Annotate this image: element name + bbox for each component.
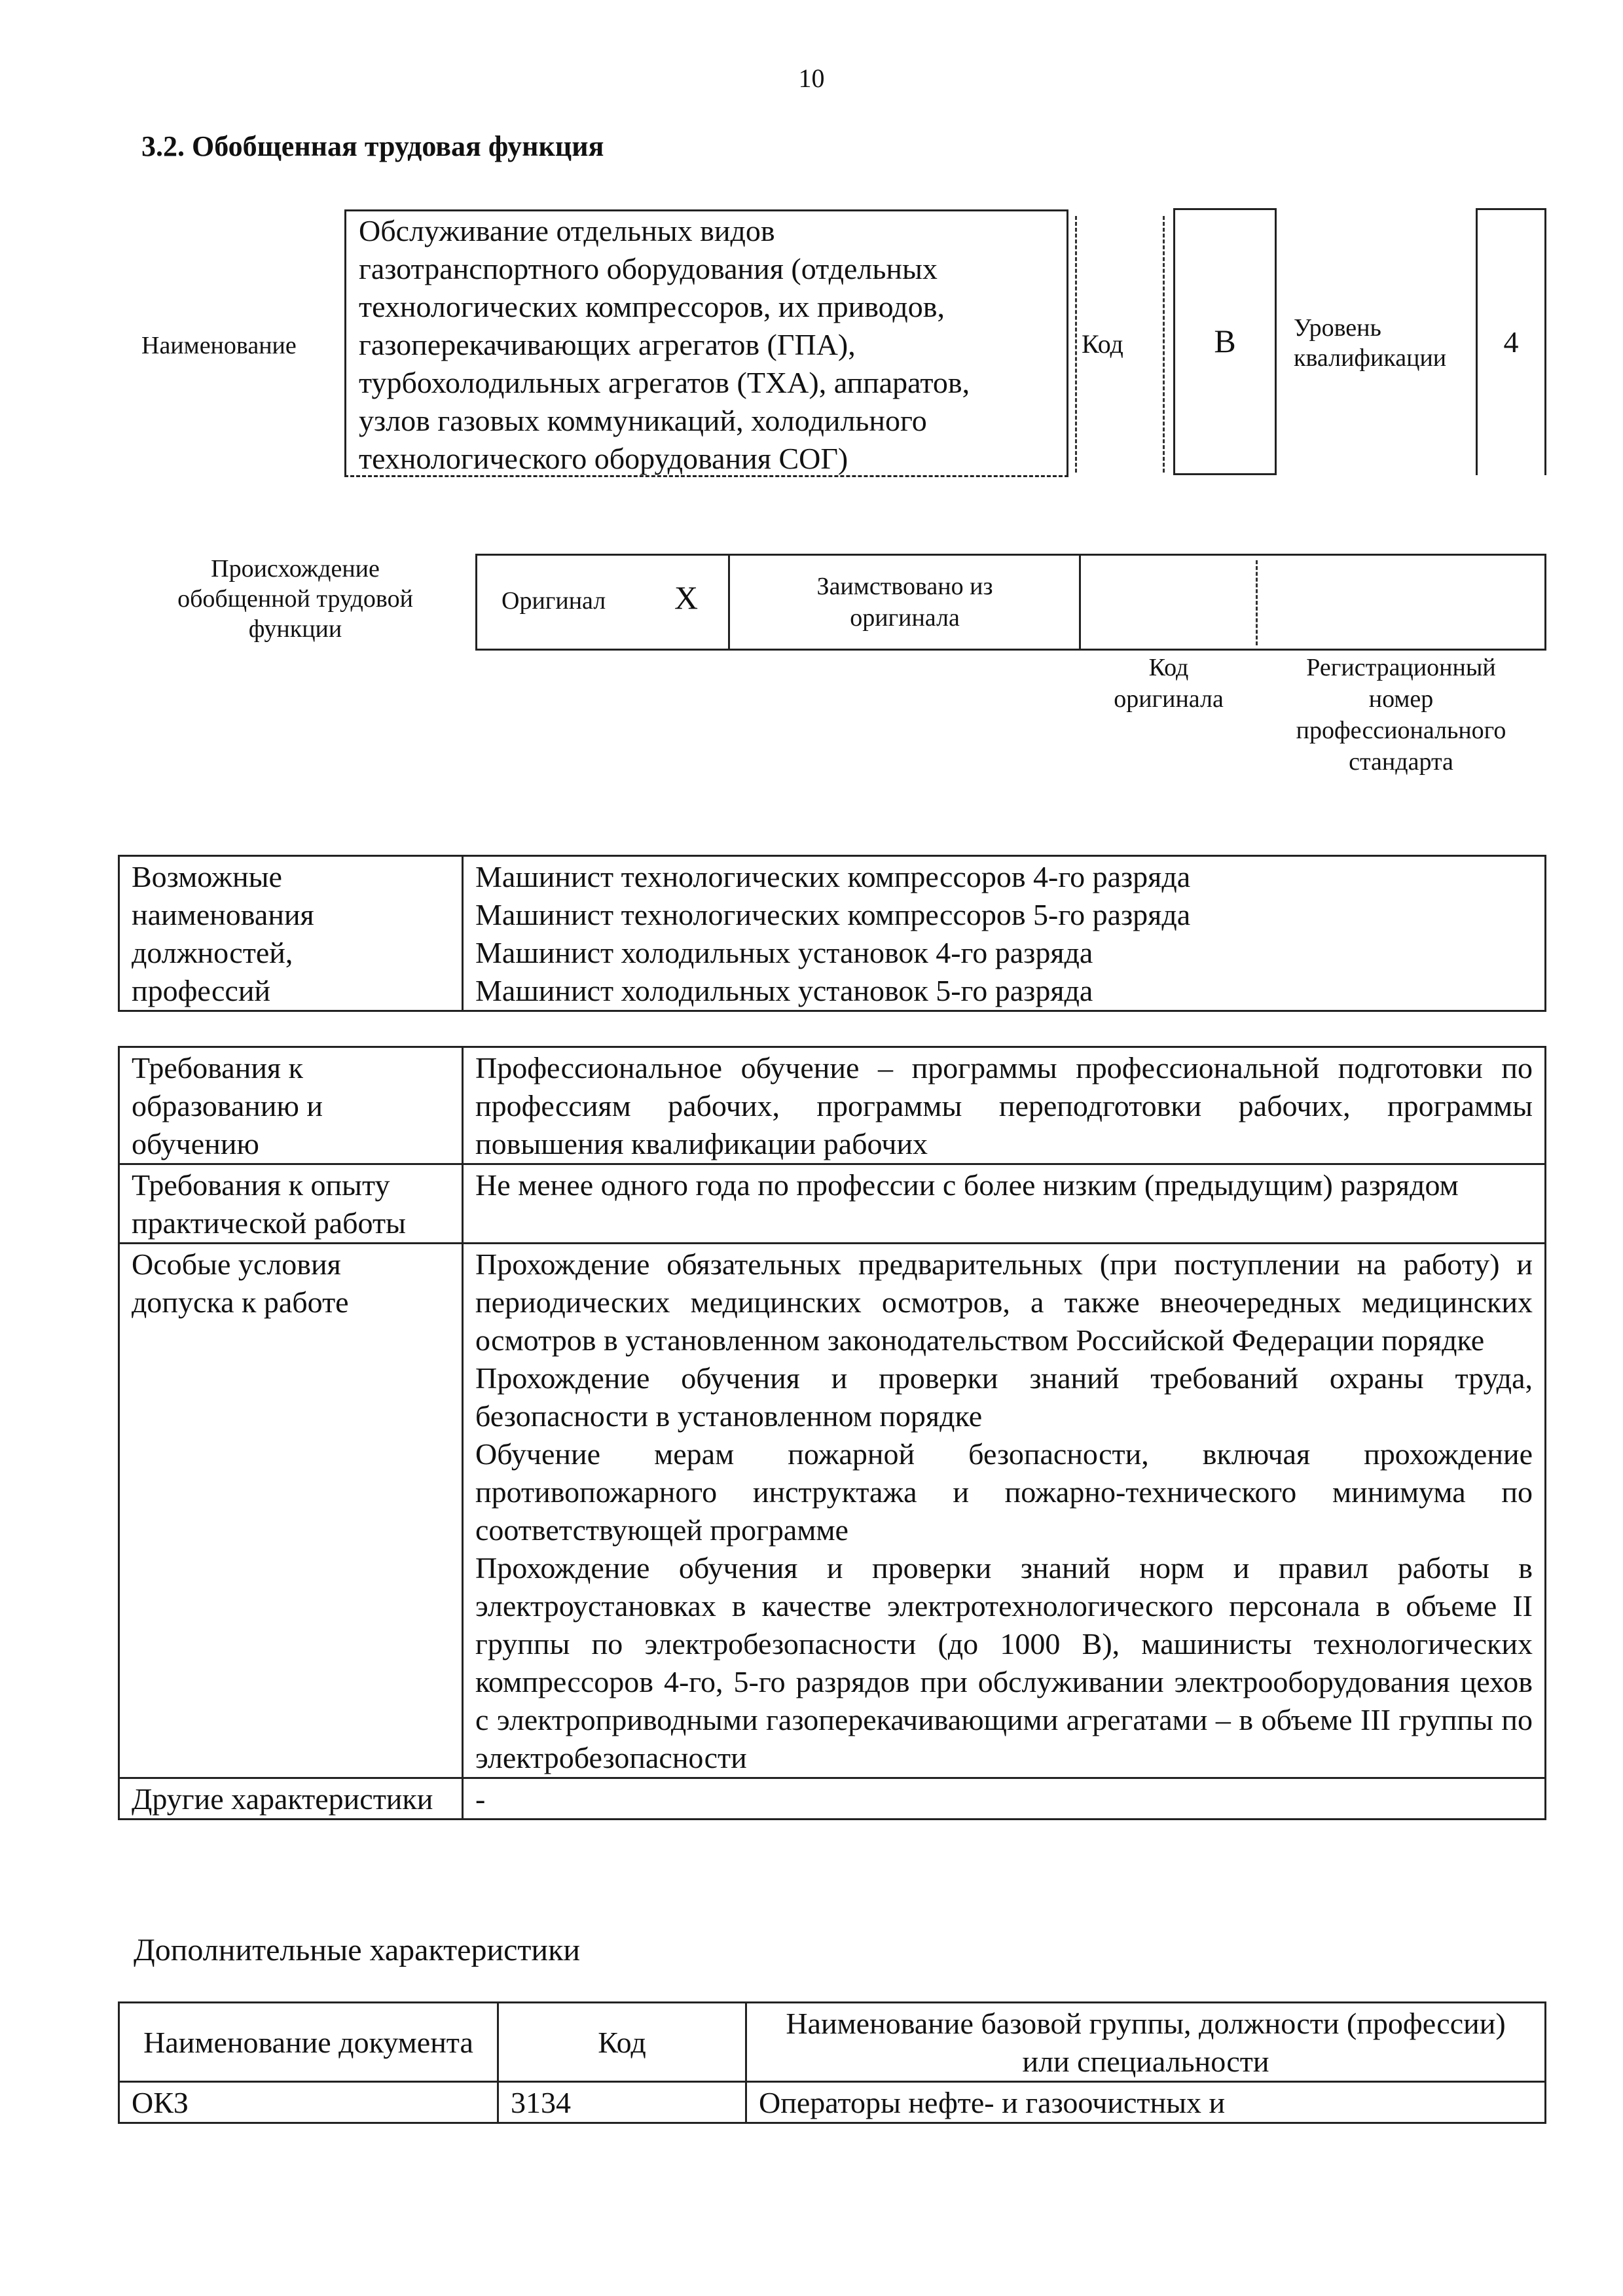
origin-label-line: функции xyxy=(248,615,342,643)
additional-title: Дополнительные характеристики xyxy=(134,1933,581,1967)
education-value: Профессиональное обучение – программы профессиональной подготовки по профессиям рабочих, программы переподготовки рабочих, программы повышения квалификации рабочих xyxy=(463,1047,1546,1164)
borrowed-label xyxy=(735,571,1075,634)
position-item: Машинист холодильных установок 4-го разряда xyxy=(475,936,1093,969)
code-original-caption xyxy=(1080,652,1257,715)
original-label: Оригинал xyxy=(501,587,606,615)
table-header-row xyxy=(119,2003,1546,2082)
experience-label: Требования к опыту практической работы xyxy=(119,1164,463,1244)
positions-label-line: наименования xyxy=(132,898,314,931)
origin-dashed-divider xyxy=(1256,560,1258,645)
table-row xyxy=(119,1047,1546,1164)
table-row xyxy=(119,856,1546,1011)
position-item: Машинист технологических компрессоров 5-го разряда xyxy=(475,898,1191,931)
special-condition-item: Обучение мерам пожарной безопасности, включая прохождение противопожарного инструктажа и пожарно-технического минимума по соответствующей программе xyxy=(475,1437,1533,1547)
caption-line: номер xyxy=(1368,685,1434,713)
borrowed-line: Заимствовано из xyxy=(816,573,993,600)
special-conditions-label: Особые условия допуска к работе xyxy=(119,1244,463,1778)
caption-line: Регистрационный xyxy=(1306,654,1496,681)
function-name-text xyxy=(359,212,1066,478)
row-document: ОКЗ xyxy=(119,2082,498,2123)
caption-line: профессионального xyxy=(1296,717,1506,744)
header-document: Наименование документа xyxy=(119,2003,498,2082)
table-row xyxy=(119,2082,1546,2123)
reg-number-caption xyxy=(1257,652,1545,778)
positions-table xyxy=(118,855,1546,1012)
table-row xyxy=(119,1244,1546,1778)
origin-label-line: обобщенной трудовой xyxy=(177,585,413,613)
function-name-line: Обслуживание отдельных видов xyxy=(359,214,775,247)
function-name-line: технологического оборудования СОГ) xyxy=(359,442,848,475)
special-condition-item: Прохождение обучения и проверки знаний требований охраны труда, безопасности в установленном порядке xyxy=(475,1361,1533,1433)
table-row xyxy=(119,1164,1546,1244)
caption-line: Код xyxy=(1148,654,1189,681)
page-number: 10 xyxy=(798,63,825,93)
positions-label-line: Возможные xyxy=(132,860,282,893)
education-label: Требования к образованию и обучению xyxy=(119,1047,463,1164)
special-condition-item: Прохождение обязательных предварительных (при поступлении на работу) и периодических медицинских осмотров, а также внеочередных медицинских осмотров в установленном законодательством Российской Федерации порядке xyxy=(475,1247,1533,1357)
header-code: Код xyxy=(498,2003,746,2082)
experience-value: Не менее одного года по профессии с более низким (предыдущим) разрядом xyxy=(463,1164,1546,1244)
other-label: Другие характеристики xyxy=(119,1778,463,1820)
row-group: Операторы нефте- и газоочистных и xyxy=(746,2082,1546,2123)
origin-label xyxy=(148,554,443,644)
level-label-line: квалификации xyxy=(1294,344,1447,372)
origin-label-line: Происхождение xyxy=(211,555,380,583)
level-label-line: Уровень xyxy=(1294,314,1381,342)
code-label: Код xyxy=(1082,329,1123,359)
caption-line: оригинала xyxy=(1114,685,1224,713)
level-value: 4 xyxy=(1503,325,1519,359)
dashed-separator xyxy=(1075,216,1077,473)
section-title: 3.2. Обобщенная трудовая функция xyxy=(141,130,604,162)
name-label: Наименование xyxy=(141,332,297,359)
function-name-line: технологических компрессоров, их приводов, xyxy=(359,290,945,323)
origin-divider xyxy=(1079,554,1081,651)
positions-label-line: должностей, xyxy=(132,936,293,969)
positions-list-cell xyxy=(463,856,1546,1011)
header-group: Наименование базовой группы, должности (профессии) или специальности xyxy=(746,2003,1546,2082)
caption-line: стандарта xyxy=(1349,748,1453,776)
function-name-line: газоперекачивающих агрегатов (ГПА), xyxy=(359,328,856,361)
position-item: Машинист технологических компрессоров 4-го разряда xyxy=(475,860,1191,893)
origin-divider xyxy=(728,554,730,651)
positions-label-line: профессий xyxy=(132,974,271,1007)
table-row xyxy=(119,1778,1546,1820)
original-mark: X xyxy=(674,579,699,616)
positions-label-cell xyxy=(119,856,463,1011)
code-value: В xyxy=(1214,323,1236,359)
borrowed-line: оригинала xyxy=(850,604,960,632)
other-value: - xyxy=(463,1778,1546,1820)
function-name-line: газотранспортного оборудования (отдельных xyxy=(359,252,938,285)
additional-table xyxy=(118,2001,1546,2124)
position-item: Машинист холодильных установок 5-го разряда xyxy=(475,974,1093,1007)
special-condition-item: Прохождение обучения и проверки знаний норм и правил работы в электроустановках в качестве электротехнологического персонала в объеме II группы по электробезопасности (до 1000 В), машинисты технологических компрессоров 4-го, 5-го разрядов при обслуживании электрооборудования цехов с электроприводными газоперекачивающими агрегатами – в объеме III группы по электробезопасности xyxy=(475,1551,1533,1774)
special-conditions-value xyxy=(463,1244,1546,1778)
dashed-separator xyxy=(1163,216,1165,473)
function-name-line: узлов газовых коммуникаций, холодильного xyxy=(359,404,927,437)
level-label xyxy=(1294,313,1446,373)
function-name-line: турбохолодильных агрегатов (ТХА), аппаратов, xyxy=(359,366,970,399)
requirements-table xyxy=(118,1046,1546,1820)
row-code: 3134 xyxy=(498,2082,746,2123)
